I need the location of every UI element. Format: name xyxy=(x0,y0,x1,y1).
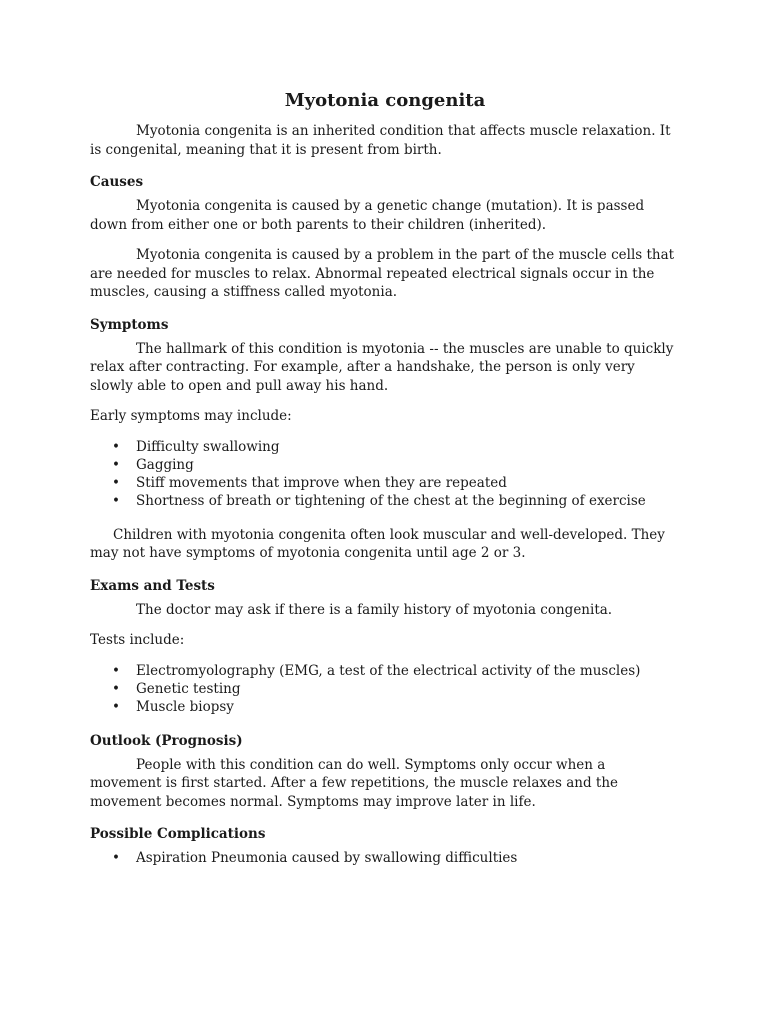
bullet-icon: • xyxy=(112,698,120,715)
list-item: • Gagging xyxy=(112,456,194,473)
causes-paragraph-1: Myotonia congenita is caused by a genetic change (mutation). It is passed down from either one or both parents to their children (inherited). xyxy=(90,198,645,233)
page-title: Myotonia congenita xyxy=(284,90,486,111)
list-item: • Muscle biopsy xyxy=(112,698,234,715)
complications-list xyxy=(90,849,680,867)
causes-heading: Causes xyxy=(90,174,144,190)
exams-paragraph-1: The doctor may ask if there is a family history of myotonia congenita. xyxy=(136,601,613,618)
causes-paragraph-2: Myotonia congenita is caused by a problem in the part of the muscle cells that are needed for muscles to relax. Abnormal repeated electrical signals occur in the muscles, causing a stiffness called myotonia. xyxy=(90,247,675,300)
bullet-icon: • xyxy=(112,438,120,455)
symptoms-heading: Symptoms xyxy=(90,316,169,333)
list-item: • Genetic testing xyxy=(112,680,241,697)
tests-label: Tests include: xyxy=(90,632,185,648)
bullet-icon: • xyxy=(112,680,120,697)
list-item: • Stiff movements that improve when they are repeated xyxy=(112,474,507,491)
list-item: • Difficulty swallowing xyxy=(112,438,280,455)
symptoms-paragraph-2: Children with myotonia congenita often look muscular and well-developed. They may not have symptoms of myotonia congenita until age 2 or 3. xyxy=(90,526,665,561)
complications-heading: Possible Complications xyxy=(90,826,266,842)
exams-heading: Exams and Tests xyxy=(90,577,215,594)
outlook-heading: Outlook (Prognosis) xyxy=(90,732,243,749)
tests-list xyxy=(90,662,680,716)
list-item: • Electromyolography (EMG, a test of the electrical activity of the muscles) xyxy=(112,662,641,679)
early-symptoms-label: Early symptoms may include: xyxy=(90,408,292,424)
document-page xyxy=(90,88,680,883)
bullet-icon: • xyxy=(112,474,120,491)
bullet-icon: • xyxy=(112,492,120,509)
bullet-icon: • xyxy=(112,850,120,866)
list-item: • Aspiration Pneumonia caused by swallowing difficulties xyxy=(112,850,518,866)
intro-paragraph: Myotonia congenita is an inherited condition that affects muscle relaxation. It is congenital, meaning that it is present from birth. xyxy=(90,123,671,158)
outlook-paragraph: People with this condition can do well. Symptoms only occur when a movement is first started. After a few repetitions, the muscle relaxes and the movement becomes normal. Symptoms may improve later in life. xyxy=(90,756,619,810)
bullet-icon: • xyxy=(112,662,120,679)
list-item: • Shortness of breath or tightening of the chest at the beginning of exercise xyxy=(112,492,646,509)
early-symptoms-list xyxy=(90,438,680,510)
bullet-icon: • xyxy=(112,456,120,473)
symptoms-paragraph-1: The hallmark of this condition is myotonia -- the muscles are unable to quickly relax after contracting. For example, after a handshake, the person is only very slowly able to open and pull away his hand. xyxy=(90,340,674,394)
